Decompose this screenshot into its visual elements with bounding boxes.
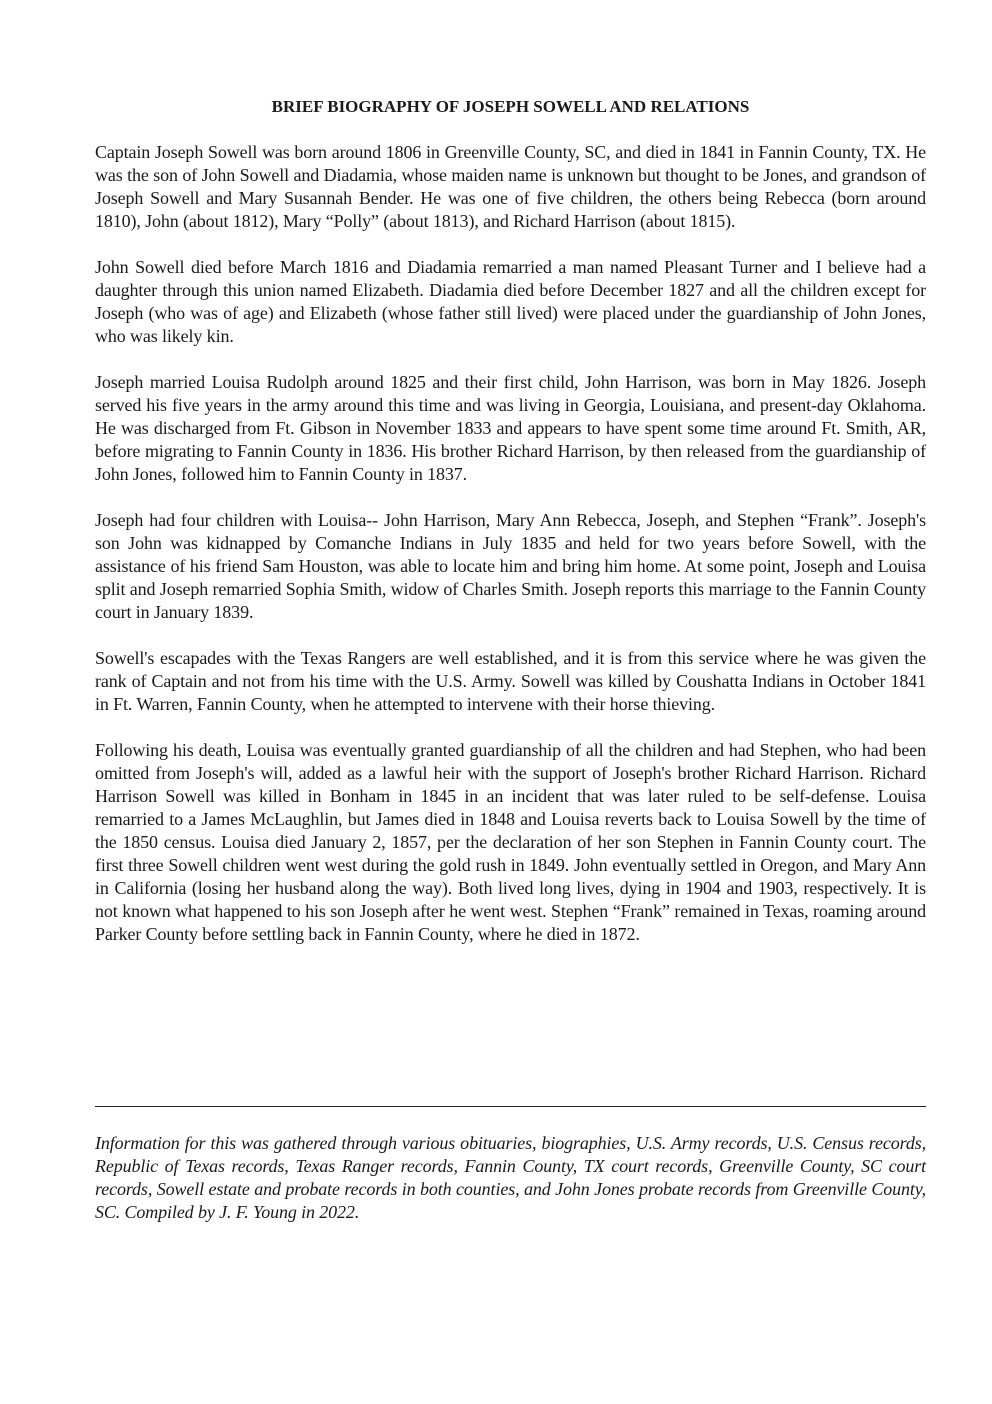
source-note: Information for this was gathered through various obituaries, biographies, U.S. Army records, U.S. Census records, Republic of Texas records, Texas Ranger records, Fannin County, TX court records, Greenville County, SC court records, Sowell estate and probate records in both counties, and John Jones probate records from Greenville County, SC. Compiled by J. F. Young in 2022. (95, 1133, 926, 1222)
paragraph-6: Following his death, Louisa was eventually granted guardianship of all the children and had Stephen, who had been omitted from Joseph's will, added as a lawful heir with the support of Joseph's brother Richard Harrison. Richard Harrison Sowell was killed in Bonham in 1845 in an incident that was later ruled to be self-defense. Louisa remarried to a James McLaughlin, but James died in 1848 and Louisa reverts back to Louisa Sowell by the time of the 1850 census. Louisa died January 2, 1857, per the declaration of her son Stephen in Fannin County court. The first three Sowell children went west during the gold rush in 1849. John eventually settled in Oregon, and Mary Ann in California (losing her husband along the way). Both lived long lives, dying in 1904 and 1903, respectively. It is not known what happened to his son Joseph after he went west. Stephen “Frank” remained in Texas, roaming around Parker County before settling back in Fannin County, where he died in 1872. (95, 740, 926, 944)
biography-body (95, 141, 926, 969)
paragraph-1: Captain Joseph Sowell was born around 1806 in Greenville County, SC, and died in 1841 in Fannin County, TX. He was the son of John Sowell and Diadamia, whose maiden name is unknown but thought to be Jones, and grandson of Joseph Sowell and Mary Susannah Bender. He was one of five children, the others being Rebecca (born around 1810), John (about 1812), Mary “Polly” (about 1813), and Richard Harrison (about 1815). (95, 142, 926, 231)
divider-line (95, 1106, 926, 1107)
paragraph-5: Sowell's escapades with the Texas Rangers are well established, and it is from this service where he was given the rank of Captain and not from his time with the U.S. Army. Sowell was killed by Coushatta Indians in October 1841 in Ft. Warren, Fannin County, when he attempted to intervene with their horse thieving. (95, 648, 926, 714)
paragraph-4: Joseph had four children with Louisa-- John Harrison, Mary Ann Rebecca, Joseph, and Stephen “Frank”. Joseph's son John was kidnapped by Comanche Indians in July 1835 and held for two years before Sowell, with the assistance of his friend Sam Houston, was able to locate him and bring him home. At some point, Joseph and Louisa split and Joseph remarried Sophia Smith, widow of Charles Smith. Joseph reports this marriage to the Fannin County court in January 1839. (95, 510, 926, 622)
paragraph-3: Joseph married Louisa Rudolph around 1825 and their first child, John Harrison, was born in May 1826. Joseph served his five years in the army around this time and was living in Georgia, Louisiana, and present-day Oklahoma. He was discharged from Ft. Gibson in November 1833 and appears to have spent some time around Ft. Smith, AR, before migrating to Fannin County in 1836. His brother Richard Harrison, by then released from the guardianship of John Jones, followed him to Fannin County in 1837. (95, 372, 926, 484)
document-title: BRIEF BIOGRAPHY OF JOSEPH SOWELL AND RELATIONS (271, 97, 750, 116)
paragraph-2: John Sowell died before March 1816 and Diadamia remarried a man named Pleasant Turner and I believe had a daughter through this union named Elizabeth. Diadamia died before December 1827 and all the children except for Joseph (who was of age) and Elizabeth (whose father still lived) were placed under the guardianship of John Jones, who was likely kin. (95, 257, 926, 346)
